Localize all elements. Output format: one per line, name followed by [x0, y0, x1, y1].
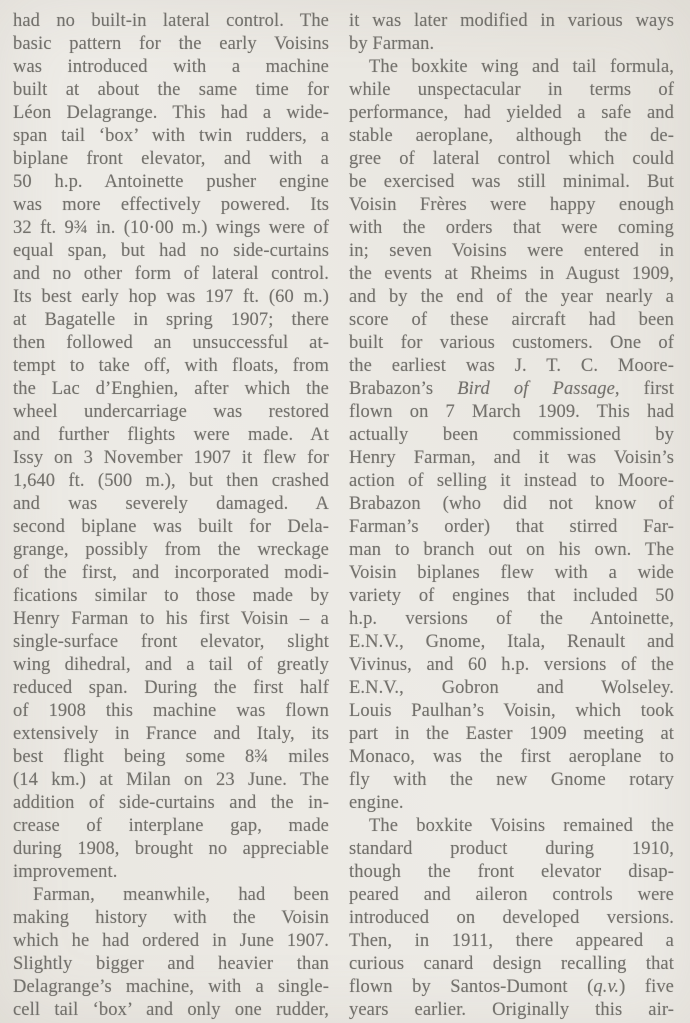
text-line: Slightly bigger and heavier than — [13, 954, 329, 974]
text-line: tempt to take off, with floats, from — [13, 356, 329, 376]
paragraph — [13, 884, 329, 1022]
text-line: Brabazon’s Bird of Passage, first — [349, 379, 674, 399]
text-line: single-surface front elevator, slight — [13, 632, 329, 652]
text-line: introduced on developed versions. — [349, 908, 674, 928]
text-line: 1,640 ft. (500 m.), but then crashed — [13, 471, 329, 491]
text-line: curious canard design recalling that — [349, 954, 674, 974]
text-line: best flight being some 8¾ miles — [13, 747, 329, 767]
text-line: part in the Easter 1909 meeting at — [349, 724, 674, 744]
text-line: reduced span. During the first half — [13, 678, 329, 698]
paragraph — [349, 56, 674, 815]
text-line: and by the end of the year nearly a — [349, 287, 674, 307]
text-line: Voisin biplanes flew with a wide — [349, 563, 674, 583]
text-line: making history with the Voisin — [13, 908, 329, 928]
text-line: Vivinus, and 60 h.p. versions of the — [349, 655, 674, 675]
text-line: the Lac d’Enghien, after which the — [13, 379, 329, 399]
text-line: The boxkite Voisins remained the — [369, 816, 674, 836]
text-line: by Farman. — [349, 34, 435, 54]
text-line: built for various customers. One of — [349, 333, 674, 353]
text-line: gree of lateral control which could — [349, 149, 674, 169]
text-line: action of selling it instead to Moore- — [349, 471, 674, 491]
text-line: variety of engines that included 50 — [349, 586, 674, 606]
text-line: score of these aircraft had been — [349, 310, 674, 330]
text-line: the events at Rheims in August 1909, — [349, 264, 674, 284]
text-line: grange, possibly from the wreckage — [13, 540, 329, 560]
text-line: though the front elevator disap- — [349, 862, 674, 882]
text-line: Brabazon (who did not know of — [349, 494, 674, 514]
text-line: Then, in 1911, there appeared a — [349, 931, 674, 951]
text-line: Its best early hop was 197 ft. (60 m.) — [13, 287, 329, 307]
text-line: basic pattern for the early Voisins — [13, 34, 329, 54]
text-line: second biplane was built for Dela- — [13, 517, 329, 537]
text-line: equal span, but had no side-curtains — [13, 241, 329, 261]
text-line: the earliest was J. T. C. Moore- — [349, 356, 674, 376]
text-line: biplane front elevator, and with a — [13, 149, 329, 169]
text-line: engine. — [349, 793, 404, 813]
text-line: cell tail ‘box’ and only one rudder, — [13, 1000, 329, 1020]
text-line: Voisin Frères were happy enough — [349, 195, 674, 215]
text-line: Issy on 3 November 1907 it flew for — [13, 448, 329, 468]
text-line: of 1908 this machine was flown — [13, 701, 329, 721]
paragraph — [13, 10, 329, 884]
text-line: peared and aileron controls were — [349, 885, 674, 905]
text-line: 32 ft. 9¾ in. (10·00 m.) wings were of — [13, 218, 329, 238]
text-line: h.p. versions of the Antoinette, — [349, 609, 674, 629]
text-column-left — [13, 10, 329, 1022]
text-line: fly with the new Gnome rotary — [349, 770, 674, 790]
text-line: years earlier. Originally this air- — [349, 1000, 674, 1020]
text-line: actually been commissioned by — [349, 425, 674, 445]
text-line: man to branch out on his own. The — [349, 540, 674, 560]
text-line: The boxkite wing and tail formula, — [369, 57, 674, 77]
text-line: during 1908, brought no appreciable — [13, 839, 329, 859]
text-line: Louis Paulhan’s Voisin, which took — [349, 701, 674, 721]
text-line: performance, had yielded a safe and — [349, 103, 674, 123]
text-line: Farman, meanwhile, had been — [33, 885, 329, 905]
text-line: crease of interplane gap, made — [13, 816, 329, 836]
text-line: addition of side-curtains and the in- — [13, 793, 329, 813]
text-line: built at about the same time for — [13, 80, 329, 100]
text-line: Henry Farman, and it was Voisin’s — [349, 448, 674, 468]
paragraph — [349, 10, 674, 56]
text-line: it was later modified in various ways — [349, 11, 674, 31]
text-line: standard product during 1910, — [349, 839, 674, 859]
text-line: wheel undercarriage was restored — [13, 402, 329, 422]
text-line: had no built-in lateral control. The — [13, 11, 329, 31]
text-line: be exercised was still minimal. But — [349, 172, 674, 192]
text-line: wing dihedral, and a tail of greatly — [13, 655, 329, 675]
text-line: stable aeroplane, although the de- — [349, 126, 674, 146]
text-line: E.N.V., Gnome, Itala, Renault and — [349, 632, 674, 652]
text-line: was introduced with a machine — [13, 57, 329, 77]
text-line: Léon Delagrange. This had a wide- — [13, 103, 329, 123]
text-column-right — [349, 10, 674, 1022]
text-line: fications similar to those made by — [13, 586, 329, 606]
text-line: Farman’s order) that stirred Far- — [349, 517, 674, 537]
text-line: E.N.V., Gobron and Wolseley. — [349, 678, 674, 698]
text-line: in; seven Voisins were entered in — [349, 241, 674, 261]
text-line: and further flights were made. At — [13, 425, 329, 445]
text-line: at Bagatelle in spring 1907; there — [13, 310, 329, 330]
text-line: with the orders that were coming — [349, 218, 674, 238]
paragraph — [349, 815, 674, 1022]
text-line: extensively in France and Italy, its — [13, 724, 329, 744]
text-line: Henry Farman to his first Voisin – a — [13, 609, 329, 629]
text-line: improvement. — [13, 862, 118, 882]
text-line: (14 km.) at Milan on 23 June. The — [13, 770, 329, 790]
text-line: and no other form of lateral control. — [13, 264, 329, 284]
text-line: Delagrange’s machine, with a single- — [13, 977, 329, 997]
text-line: of the first, and incorporated modi- — [13, 563, 329, 583]
text-line: then followed an unsuccessful at- — [13, 333, 329, 353]
text-line: flown by Santos-Dumont (q.v.) five — [349, 977, 674, 997]
text-line: 50 h.p. Antoinette pusher engine — [13, 172, 329, 192]
text-line: which he had ordered in June 1907. — [13, 931, 329, 951]
text-line: while unspectacular in terms of — [349, 80, 674, 100]
text-line: was more effectively powered. Its — [13, 195, 329, 215]
text-line: flown on 7 March 1909. This had — [349, 402, 674, 422]
text-line: Monaco, was the first aeroplane to — [349, 747, 674, 767]
text-line: span tail ‘box’ with twin rudders, a — [13, 126, 329, 146]
text-line: and was severely damaged. A — [13, 494, 329, 514]
